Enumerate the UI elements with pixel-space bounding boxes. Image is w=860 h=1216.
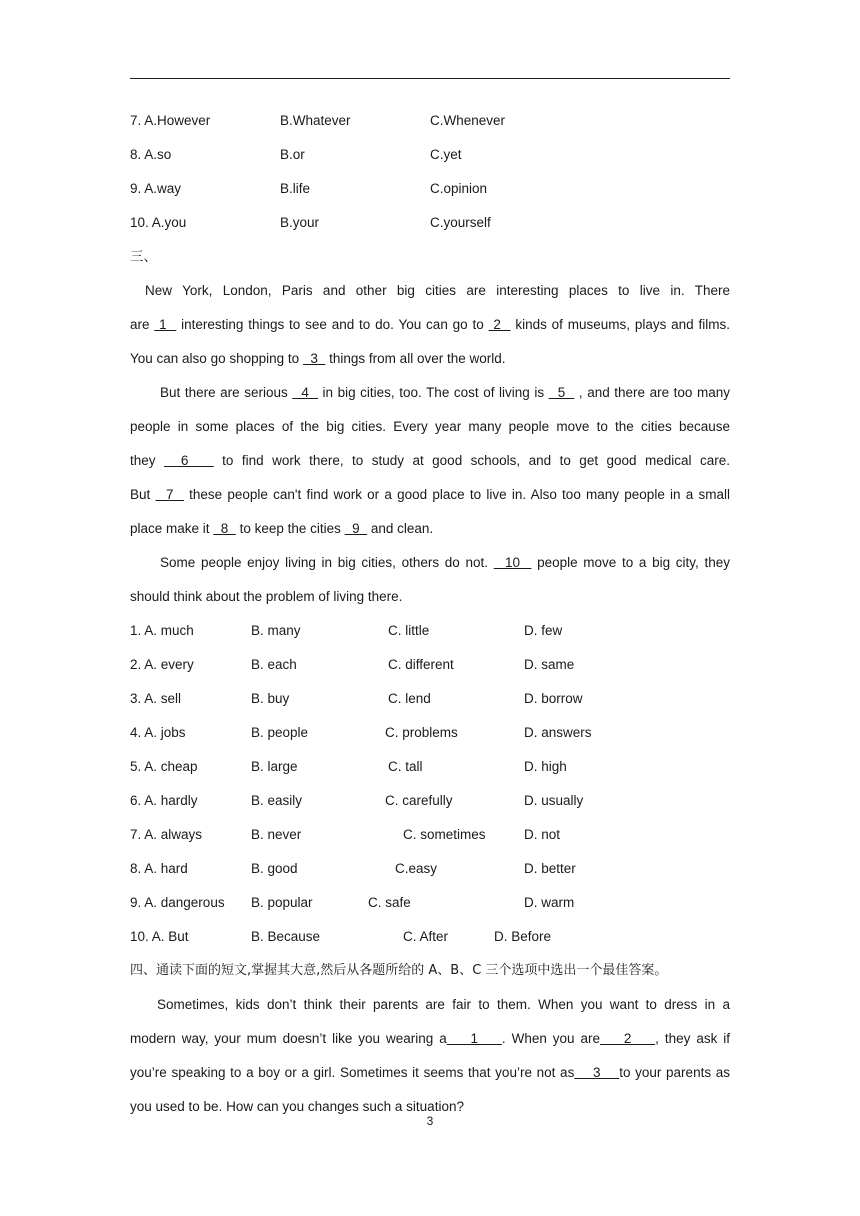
option-c: C.yourself xyxy=(430,215,491,230)
option-row xyxy=(130,172,730,206)
option-b: B.your xyxy=(280,215,320,230)
option-c: C. problems xyxy=(385,725,458,740)
text: things from all over the world. xyxy=(325,351,506,366)
option-c: C. tall xyxy=(388,759,423,774)
passage-line: should think about the problem of living there. xyxy=(130,589,403,604)
option-row xyxy=(130,852,730,886)
passage-line: you used to be. How can you changes such a situation? xyxy=(130,1099,464,1114)
passage-line xyxy=(130,308,730,342)
blank: 6 xyxy=(163,453,214,468)
text: But there are serious xyxy=(160,385,293,400)
option-a: 2. A. every xyxy=(130,657,194,672)
text: to keep the cities xyxy=(235,521,345,536)
text: interesting things to see and to do. You can go to xyxy=(176,317,489,332)
blank: 10 xyxy=(493,555,532,570)
option-a: 6. A. hardly xyxy=(130,793,198,808)
option-d: D. not xyxy=(524,827,561,842)
passage-paragraph xyxy=(130,274,730,376)
text: Some people enjoy living in big cities, others do not. xyxy=(160,555,494,570)
option-c: C. After xyxy=(403,929,449,944)
option-d: D. borrow xyxy=(524,691,583,706)
blank: 1 xyxy=(154,317,177,332)
option-a: 7. A. always xyxy=(130,827,203,842)
blank: 8 xyxy=(213,521,236,536)
option-c: C. little xyxy=(388,623,430,638)
option-b: B. easily xyxy=(251,793,303,808)
blank: 5 xyxy=(548,385,575,400)
passage-line xyxy=(130,1022,730,1056)
option-b: B. popular xyxy=(251,895,313,910)
text: to your parents as xyxy=(619,1065,731,1080)
blank: 2 xyxy=(488,317,511,332)
option-c: C. safe xyxy=(368,895,411,910)
option-b: B. Because xyxy=(251,929,321,944)
section-heading: 三、 xyxy=(130,249,157,265)
blank: 3 xyxy=(574,1065,620,1080)
blank: 9 xyxy=(344,521,368,536)
option-c: C.Whenever xyxy=(430,113,506,128)
text: , and there are too many xyxy=(574,385,730,400)
text: kinds of museums, plays and films. xyxy=(510,317,731,332)
option-d: D. warm xyxy=(524,895,575,910)
option-b: B. good xyxy=(251,861,298,876)
option-d: D. answers xyxy=(524,725,592,740)
option-row xyxy=(130,682,730,716)
option-c: C.yet xyxy=(430,147,462,162)
section-heading: 四、通读下面的短文,掌握其大意,然后从各题所给的 A、B、C 三个选项中选出一个最佳答案。 xyxy=(130,963,668,978)
option-a: 8. A. hard xyxy=(130,861,188,876)
option-b: B. many xyxy=(251,623,301,638)
option-c: C.opinion xyxy=(430,181,488,196)
option-b: B.life xyxy=(280,181,311,196)
option-b: B. people xyxy=(251,725,309,740)
option-a: 1. A. much xyxy=(130,623,194,638)
passage-paragraph xyxy=(130,988,730,1124)
blank: 7 xyxy=(155,487,184,502)
header-rule xyxy=(130,78,730,79)
passage-paragraph xyxy=(130,376,730,546)
option-row xyxy=(130,750,730,784)
text: and clean. xyxy=(367,521,434,536)
option-d: D. high xyxy=(524,759,567,774)
option-b: B. buy xyxy=(251,691,290,706)
option-a: 10. A.you xyxy=(130,215,187,230)
text: are xyxy=(130,317,155,332)
option-d: D. usually xyxy=(524,793,584,808)
option-row xyxy=(130,784,730,818)
option-c: C. lend xyxy=(388,691,431,706)
text: these people can't find work or a good place to live in. Also too many people in a small xyxy=(183,487,731,502)
passage-line: people in some places of the big cities. Every year many people move to the cities because xyxy=(130,419,730,434)
option-a: 10. A. But xyxy=(130,929,189,944)
blank: 2 xyxy=(600,1031,656,1046)
passage-line xyxy=(130,1056,730,1090)
passage-line xyxy=(130,546,730,580)
blank: 3 xyxy=(302,351,326,366)
option-d: D. same xyxy=(524,657,575,672)
passage-line: New York, London, Paris and other big cities are interesting places to live in. There xyxy=(145,283,730,298)
option-c: C. sometimes xyxy=(403,827,486,842)
option-row xyxy=(130,920,730,954)
option-c: C.easy xyxy=(395,861,438,876)
text: to find work there, to study at good schools, and to get good medical care. xyxy=(213,453,730,468)
text: they xyxy=(130,453,164,468)
option-b: B. never xyxy=(251,827,302,842)
text: , they ask if xyxy=(655,1031,731,1046)
option-d: D. better xyxy=(524,861,576,876)
text: in big cities, too. The cost of living is xyxy=(318,385,549,400)
option-a: 5. A. cheap xyxy=(130,759,198,774)
page-content xyxy=(130,104,730,1124)
option-d: D. Before xyxy=(494,929,552,944)
passage-line xyxy=(130,444,730,478)
passage-paragraph xyxy=(130,546,730,614)
option-b: B. each xyxy=(251,657,297,672)
blank: 4 xyxy=(292,385,318,400)
text: . When you are xyxy=(501,1031,601,1046)
option-row xyxy=(130,648,730,682)
option-a: 8. A.so xyxy=(130,147,172,162)
option-a: 9. A.way xyxy=(130,181,182,196)
passage-line xyxy=(130,376,730,410)
text: You can also go shopping to xyxy=(130,351,303,366)
option-row xyxy=(130,104,730,138)
option-c: C. different xyxy=(388,657,454,672)
text: modern way, your mum doesn’t like you wearing a xyxy=(130,1031,447,1046)
option-a: 4. A. jobs xyxy=(130,725,186,740)
option-a: 9. A. dangerous xyxy=(130,895,225,910)
option-a: 3. A. sell xyxy=(130,691,182,706)
passage-line: Sometimes, kids don’t think their parents are fair to them. When you want to dress in a xyxy=(157,997,730,1012)
text: But xyxy=(130,487,156,502)
option-d: D. few xyxy=(524,623,563,638)
blank: 1 xyxy=(446,1031,502,1046)
option-row xyxy=(130,614,730,648)
option-b: B. large xyxy=(251,759,298,774)
text: people move to a big city, they xyxy=(531,555,730,570)
option-c: C. carefully xyxy=(385,793,453,808)
text: place make it xyxy=(130,521,214,536)
passage-line xyxy=(130,342,730,376)
option-row xyxy=(130,138,730,172)
option-row xyxy=(130,716,730,750)
page-number: 3 xyxy=(426,1114,434,1128)
option-a: 7. A.However xyxy=(130,113,211,128)
option-b: B.Whatever xyxy=(280,113,351,128)
passage-line xyxy=(130,478,730,512)
option-row xyxy=(130,818,730,852)
option-b: B.or xyxy=(280,147,305,162)
text: you’re speaking to a boy or a girl. Sometimes it seems that you’re not as xyxy=(130,1065,575,1080)
passage-line xyxy=(130,512,730,546)
option-row xyxy=(130,886,730,920)
option-row xyxy=(130,206,730,240)
